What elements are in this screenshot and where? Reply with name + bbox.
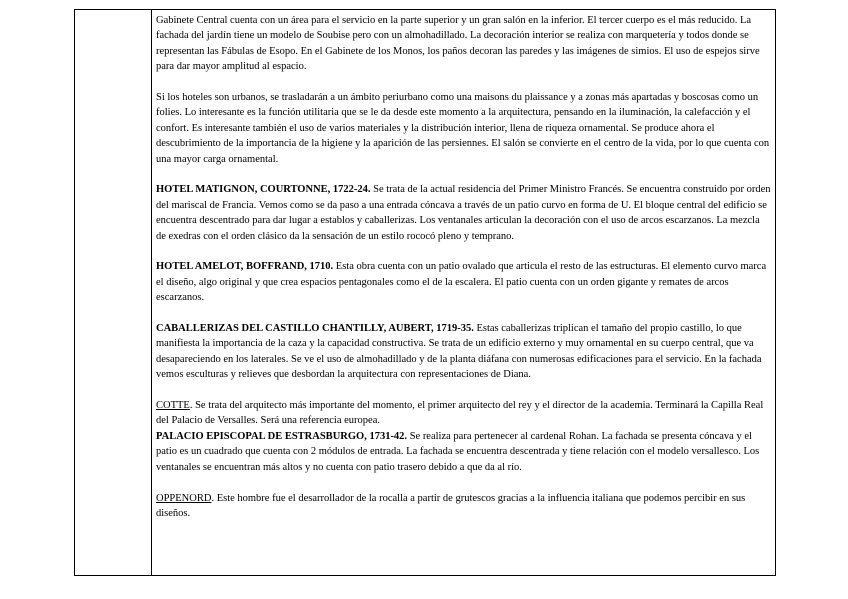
paragraph-text: . Se trata del arquitecto más importante del momento, el primer arquitecto del rey y el director de la academia. Terminará la Capilla Real del Palacio de Versalles. Será una referencia europea. (156, 400, 764, 427)
paragraph-oppenord (156, 491, 771, 522)
paragraph-hotel-matignon (156, 182, 771, 244)
paragraph-text: Estas caballerizas triplican el tamaño del propio castillo, lo que manifiesta la importancia de la caza y la capacidad constructiva. Se trata de un edificio externo y muy ornamental en su cuerpo central, que va desapareciendo en los laterales. Se ve el uso de almohadillado y de la planta diáfana con numerosas edificaciones para el servicio. En la fachada vemos esculturas y relieves que desbordan la arquitectura con representaciones de Diana. (156, 323, 762, 381)
left-column-cell (75, 10, 152, 575)
paragraph-hoteles-urbanos (156, 90, 771, 167)
paragraph-text: Gabinete Central cuenta con un área para el servicio en la parte superior y un gran salón en la inferior. El tercer cuerpo es el más reducido. La fachada del jardín tiene un modelo de Soubise pero con un almohadillado. La decoración interior se realiza con marquetería y todos donde se representan las Fábulas de Esopo. En el Gabinete de los Monos, los paños decoran las paredes y las imágenes de simios. El uso de espejos sirve para dar mayor amplitud al espacio. (156, 15, 760, 73)
paragraph-text: Si los hoteles son urbanos, se trasladarán a un ámbito periurbano como una maisons du plaissance y a zonas más apartadas y boscosas como un folies. Lo interesante es la función utilitaria que se le da desde este momento a la arquitectura, pensando en la iluminación, la calefacción y el confort. Es interesante también el uso de varios materiales y la distribución interior, llena de riqueza ornamental. Se produce ahora el descubrimiento de la importancia de la higiene y la aparición de las persiennes. El salón se convierte en el centro de la vida, por lo que cuenta con una mayor carga ornamental. (156, 92, 770, 165)
architect-name: COTTE (156, 400, 190, 412)
paragraph-text: Esta obra cuenta con un patio ovalado que articula el resto de las estructuras. El elemento curvo marca el diseño, algo original y que crea espacios pentagonales como el de la escalera. El patio cuenta con un orden gigante y remates de arcos escarzanos. (156, 261, 767, 304)
paragraph-caballerizas (156, 321, 771, 383)
architect-name: OPPENORD (156, 492, 212, 504)
section-heading: HOTEL MATIGNON, COURTONNE, 1722-24. (156, 184, 371, 196)
section-heading: CABALLERIZAS DEL CASTILLO CHANTILLY, AUBERT, 1719-35. (156, 323, 474, 335)
content-cell (156, 13, 771, 575)
paragraph-text: Se trata de la actual residencia del Primer Ministro Francés. Se encuentra construido por orden del mariscal de Francia. Vemos como se da paso a una entrada cóncava a través de un patio curvo en forma de U. El bloque central del edificio se encuentra descentrado para dar lugar a establos y caballerizas. Los ventanales articulan la decoración con el uso de arcos escarzanos. La mezcla de exedras con el orden clásico da la sensación de un estilo rococó pleno y temprano. (156, 184, 771, 242)
paragraph-text: Se realiza para pertenecer al cardenal Rohan. La fachada se presenta cóncava y el patio es un cuadrado que cuenta con 2 módulos de entrada. La fachada se encuentra descentrada y tiene relación con el modelo versallesco. Los ventanales se encuentran más altos y no cuenta con patio trasero debido a que da al río. (156, 430, 760, 473)
paragraph-gabinete (156, 13, 771, 75)
paragraph-text: . Este hombre fue el desarrollador de la rocalla a partir de grutescos gracias a la influencia italiana que podemos percibir en sus diseños. (156, 492, 746, 519)
section-heading: HOTEL AMELOT, BOFFRAND, 1710. (156, 261, 334, 273)
section-heading: PALACIO EPISCOPAL DE ESTRASBURGO, 1731-42. (156, 430, 408, 442)
paragraph-hotel-amelot (156, 259, 771, 305)
document-table (74, 9, 776, 576)
paragraph-cotte (156, 398, 771, 429)
paragraph-palacio-episcopal (156, 429, 771, 475)
